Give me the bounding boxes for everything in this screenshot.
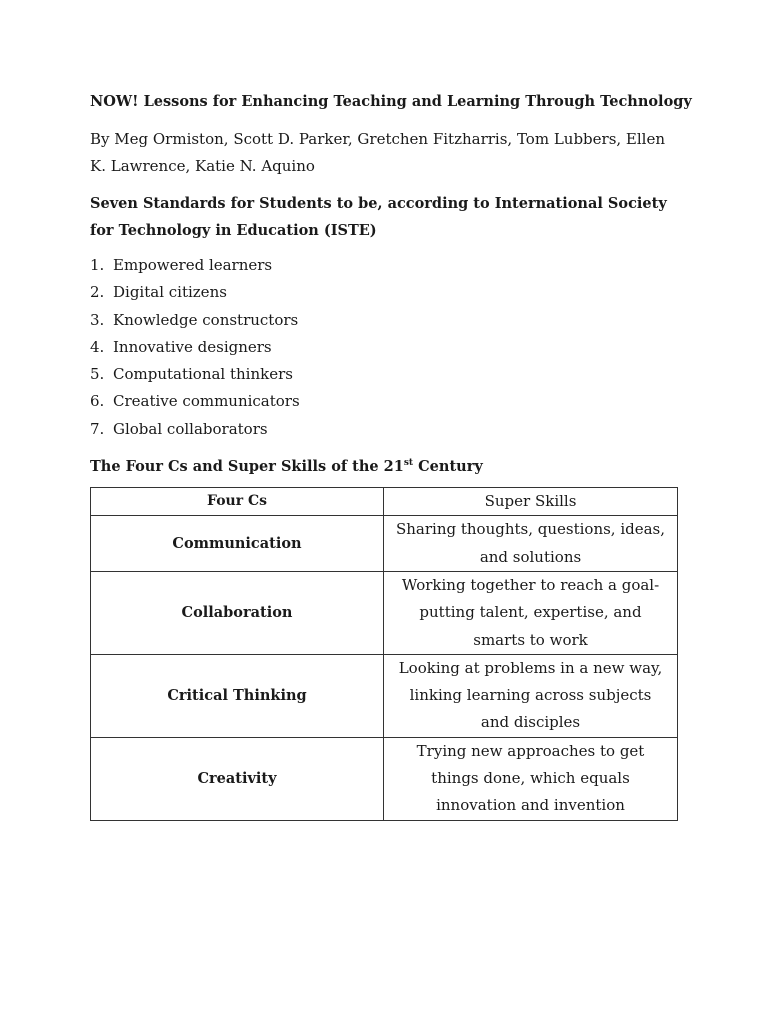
list-item-text: Global collaborators bbox=[113, 419, 268, 438]
list-item-text: Knowledge constructors bbox=[113, 310, 299, 329]
list-item-number: 4. bbox=[90, 337, 105, 356]
list-item bbox=[90, 252, 680, 279]
column-header-super-skills: Super Skills bbox=[384, 488, 678, 516]
list-item-text: Innovative designers bbox=[113, 337, 272, 356]
super-skill-cell: Trying new approaches to get things done, which equals innovation and invention bbox=[384, 737, 678, 820]
authors-line: By Meg Ormiston, Scott D. Parker, Gretchen Fitzharris, Tom Lubbers, Ellen K. Lawrence, Katie N. Aquino bbox=[90, 130, 666, 175]
list-item-number: 7. bbox=[90, 419, 105, 438]
table-heading-superscript: st bbox=[403, 458, 414, 469]
list-item-number: 3. bbox=[90, 310, 105, 329]
list-item bbox=[90, 361, 680, 388]
list-item bbox=[90, 416, 680, 443]
four-c-cell: Communication bbox=[91, 516, 384, 572]
table-row bbox=[91, 654, 678, 737]
list-item bbox=[90, 307, 680, 334]
four-c-cell: Critical Thinking bbox=[91, 654, 384, 737]
list-item bbox=[90, 279, 680, 306]
table-heading-main: The Four Cs and Super Skills of the 21 bbox=[90, 458, 404, 476]
four-c-cell: Creativity bbox=[91, 737, 384, 820]
super-skill-cell: Sharing thoughts, questions, ideas, and solutions bbox=[384, 516, 678, 572]
list-item-text: Empowered learners bbox=[113, 256, 273, 274]
standards-heading: Seven Standards for Students to be, according to International Society for Technology in Education (ISTE) bbox=[90, 195, 667, 239]
super-skill-cell: Looking at problems in a new way, linking learning across subjects and disciples bbox=[384, 654, 678, 737]
table-heading-end: Century bbox=[413, 458, 483, 476]
list-item-text: Digital citizens bbox=[113, 283, 227, 302]
four-c-cell: Collaboration bbox=[91, 571, 384, 654]
table-heading bbox=[90, 453, 680, 480]
document-page bbox=[90, 88, 692, 821]
list-item-number: 1. bbox=[90, 256, 105, 274]
standards-list bbox=[90, 252, 680, 443]
table-header-row bbox=[91, 488, 678, 516]
table-row bbox=[91, 571, 678, 654]
table-row bbox=[91, 737, 678, 820]
list-item bbox=[90, 388, 680, 415]
list-item-text: Creative communicators bbox=[113, 392, 300, 411]
table-row bbox=[91, 516, 678, 572]
document-title: NOW! Lessons for Enhancing Teaching and Learning Through Technology bbox=[90, 93, 692, 110]
list-item-number: 5. bbox=[90, 365, 105, 384]
list-item-number: 2. bbox=[90, 283, 105, 302]
four-cs-table bbox=[90, 487, 678, 821]
super-skill-cell: Working together to reach a goal- putting talent, expertise, and smarts to work bbox=[384, 571, 678, 654]
list-item bbox=[90, 334, 680, 361]
column-header-four-cs: Four Cs bbox=[91, 488, 384, 516]
list-item-number: 6. bbox=[90, 392, 105, 411]
list-item-text: Computational thinkers bbox=[113, 365, 293, 384]
